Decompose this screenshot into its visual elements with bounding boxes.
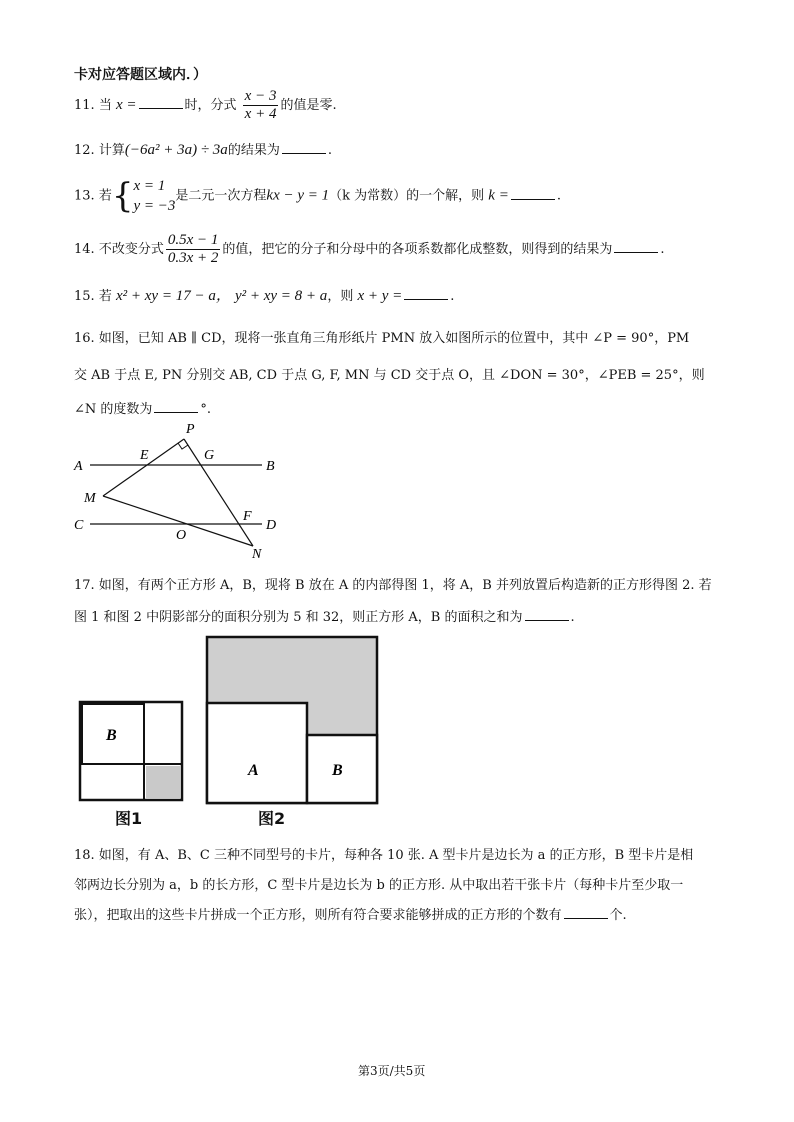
label-b: B: [266, 459, 275, 474]
q11-post: 的值是零.: [280, 98, 337, 113]
q12-end: .: [327, 143, 332, 158]
q15-end: .: [450, 289, 455, 304]
question-13: [74, 176, 561, 216]
q11-answer-blank: [139, 96, 183, 109]
section-header: 卡对应答题区域内．）: [74, 67, 207, 83]
q14-fraction: [166, 232, 221, 267]
q17-line-1: 17. 如图，有两个正方形 A，B，现将 B 放在 A 的内部得图 1，将 A，B 并列放置后构造新的正方形得图 2. 若: [74, 578, 712, 593]
q18-line-2: 邻两边长分别为 a，b 的长方形，C 型卡片是边长为 b 的正方形. 从中取出若干张卡片（每种卡片至少取一: [74, 878, 684, 893]
question-14: [74, 232, 665, 267]
q14-post: 的值，把它的分子和分母中的各项系数都化成整数，则得到的结果为: [222, 242, 613, 257]
fig1-label-b: B: [106, 727, 117, 744]
q14-denominator: 0.3x + 2: [167, 250, 219, 266]
q18-end: 个.: [609, 908, 627, 923]
q11-fraction: [243, 88, 279, 123]
q11-x-eq: x =: [115, 97, 137, 113]
q17-end: .: [570, 610, 575, 625]
q13-pre: 若: [98, 188, 112, 204]
fig1-caption: 图1: [115, 809, 143, 828]
q18-line-3-text: 张），把取出的这些卡片拼成一个正方形，则所有符合要求能够拼成的正方形的个数有: [74, 908, 562, 923]
q18-answer-blank: [564, 906, 608, 919]
q15-number: 15.: [74, 289, 95, 304]
q17-line-2: [74, 606, 575, 625]
q14-pre: 不改变分式: [98, 242, 164, 257]
label-m: M: [84, 491, 96, 506]
fig2-label-a: A: [248, 762, 259, 779]
q12-expression: (−6a² + 3a) ÷ 3a: [124, 142, 228, 158]
q15-eq1: x² + xy = 17 − a，: [115, 288, 231, 304]
q17-line-2-text: 图 1 和图 2 中阴影部分的面积分别为 5 和 32，则正方形 A，B 的面积之和为: [74, 610, 523, 625]
q13-number: 13.: [74, 188, 95, 204]
q16-geometry-figure: [60, 418, 300, 560]
label-d: D: [266, 518, 277, 533]
q11-denominator: x + 4: [244, 106, 277, 122]
label-n: N: [252, 547, 262, 560]
label-a: A: [74, 459, 83, 474]
q16-answer-blank: [154, 400, 198, 413]
q17-figure-2: [202, 632, 384, 808]
q16-line-3: [74, 398, 211, 417]
q12-answer-blank: [282, 141, 326, 154]
label-o: O: [176, 528, 187, 543]
q16-degree: °.: [200, 402, 212, 417]
q13-system: [133, 176, 175, 216]
q13-eq1: x = 1: [133, 178, 166, 194]
q13-paren: （k 为常数）的一个解，则: [329, 188, 485, 204]
q13-end: .: [556, 188, 561, 204]
q15-eq2: y² + xy = 8 + a: [234, 288, 328, 304]
q15-mid: ，则: [327, 289, 354, 304]
side-pn: [184, 439, 253, 546]
q15-pre: 若: [98, 289, 112, 304]
fig2-caption: 图2: [258, 809, 286, 828]
q12-post: 的结果为: [227, 143, 280, 158]
q14-number: 14.: [74, 242, 95, 257]
q15-answer-blank: [404, 287, 448, 300]
label-f: F: [243, 509, 252, 524]
page-number: 第3页/共5页: [358, 1064, 426, 1078]
fig2-label-b: B: [332, 762, 343, 779]
label-c: C: [74, 518, 84, 533]
q16-line-2: 交 AB 于点 E, PN 分别交 AB, CD 于点 G, F, MN 与 CD 交于点 O，且 ∠DON = 30°，∠PEB = 25°，则: [74, 368, 705, 383]
q14-answer-blank: [614, 240, 658, 253]
q18-line-1: 18. 如图，有 A、B、C 三种不同型号的卡片，每种各 10 张. A 型卡片是边长为 a 的正方形，B 型卡片是相: [74, 848, 694, 863]
q13-equation: kx − y = 1: [266, 187, 330, 204]
question-12: [74, 139, 332, 159]
square-a: [207, 703, 307, 803]
q14-numerator: 0.5x − 1: [167, 232, 219, 248]
label-e: E: [140, 448, 149, 463]
q13-k-eq: k =: [488, 187, 509, 204]
q13-eq2: y = −3: [133, 198, 176, 214]
q11-numerator: x − 3: [244, 88, 277, 104]
q16-line-1: 16. 如图，已知 AB ∥ CD，现将一张直角三角形纸片 PMN 放入如图所示的位置中，其中 ∠P = 90°，PM: [74, 331, 690, 346]
q13-mid: 是二元一次方程: [175, 188, 267, 204]
q17-answer-blank: [525, 608, 569, 621]
q14-end: .: [660, 242, 665, 257]
q16-line-3-text: ∠N 的度数为: [74, 402, 153, 417]
system-brace: {: [111, 176, 134, 216]
q12-pre: 计算: [98, 143, 125, 158]
q15-sum: x + y =: [357, 288, 403, 304]
question-11: [74, 88, 337, 123]
q11-mid: 时，分式: [184, 98, 237, 113]
q18-line-3: [74, 904, 627, 923]
q11-pre: 当: [98, 98, 112, 113]
label-p: P: [186, 422, 195, 437]
question-15: [74, 284, 454, 305]
label-g: G: [204, 448, 215, 463]
shaded-region-1: [146, 766, 180, 798]
q17-figure-1: [76, 698, 188, 806]
q13-answer-blank: [511, 187, 555, 200]
q11-number: 11.: [74, 98, 95, 113]
q12-number: 12.: [74, 143, 95, 158]
